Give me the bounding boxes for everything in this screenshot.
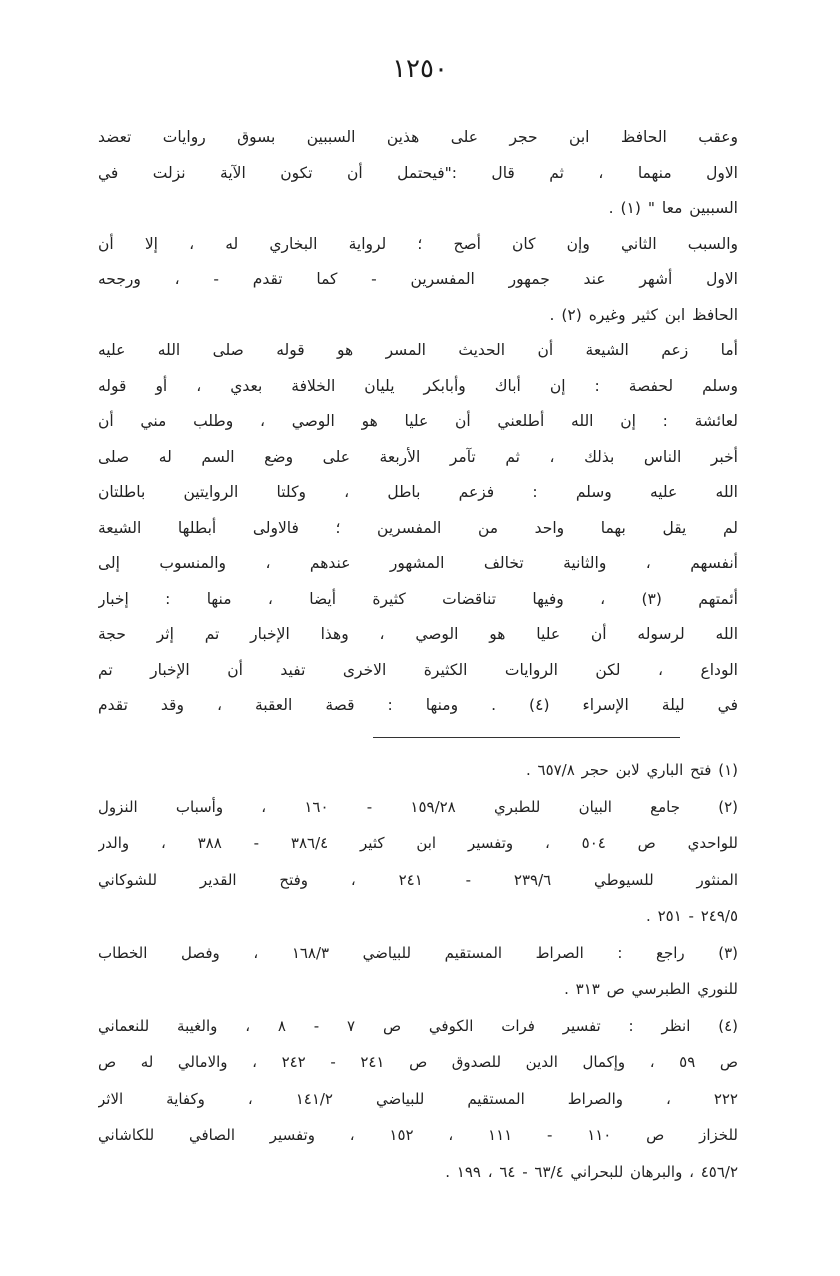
text-line: وعقب الحافظ ابن حجر على هذين السببين بسوق روايات تعضد — [98, 128, 738, 146]
footnote-line: (١) فتح الباري لابن حجر ٦٥٧/٨ . — [525, 761, 738, 779]
text-line: لم يقل بهما واحد من المفسرين ؛ فالاولى أبطلها الشيعة — [98, 518, 738, 537]
text-line: والسبب الثاني وإن كان أصح ؛ لرواية البخاري له ، إلا أن — [98, 234, 738, 253]
footnote-line: للخزاز ص ١١٠ - ١١١ ، ١٥٢ ، وتفسير الصافي للكاشاني — [98, 1126, 738, 1144]
text-line: السببين معا " (١) . — [608, 199, 738, 217]
text-line: أنفسهم ، والثانية تخالف المشهور عندهم ، والمنسوب إلى — [98, 554, 738, 572]
text-line: الله لرسوله أن عليا هو الوصي ، وهذا الإخبار تم إثر حجة — [98, 625, 738, 643]
footnote-line: ص ٥٩ ، وإكمال الدين للصدوق ص ٢٤١ - ٢٤٢ ، والامالي له ص — [98, 1053, 738, 1071]
footnote-line: المنثور للسيوطي ٢٣٩/٦ - ٢٤١ ، وفتح القدير للشوكاني — [98, 870, 738, 889]
footnote-line: (٤) انظر : تفسير فرات الكوفي ص ٧ - ٨ ، والغيبة للنعماني — [98, 1016, 738, 1035]
text-line: لعائشة : إن الله أطلعني أن عليا هو الوصي ، وطلب مني أن — [98, 412, 738, 430]
footnote-line: (٣) راجع : الصراط المستقيم للبياضي ١٦٨/٣ ، وفصل الخطاب — [98, 943, 738, 962]
text-line: أئمتهم (٣) ، وفيها تناقضات كثيرة أيضا ، منها : إخبار — [98, 589, 738, 608]
text-line: الوداع ، لكن الروايات الكثيرة الاخرى تفيد أن الإخبار تم — [98, 660, 738, 679]
text-line: أما زعم الشيعة أن الحديث المسر هو قوله صلى الله عليه — [98, 341, 738, 359]
footnote-line: ٤٥٦/٢ ، والبرهان للبحراني ٦٣/٤ - ٦٤ ، ١٩٩ . — [445, 1162, 738, 1181]
text-line: الاول منهما ، ثم قال :"فيحتمل أن تكون الآية نزلت في — [98, 163, 738, 182]
footnotes — [98, 752, 738, 1190]
text-line: أخبر الناس بذلك ، ثم تآمر الأربعة على وضع السم له صلى — [98, 447, 738, 466]
text-line: وسلم لحفصة : إن أباك وأبابكر يليان الخلافة بعدي ، أو قوله — [98, 376, 738, 395]
footnote-line: للواحدي ص ٥٠٤ ، وتفسير ابن كثير ٣٨٦/٤ - ٣٨٨ ، والدر — [98, 834, 738, 852]
text-line: الاول أشهر عند جمهور المفسرين - كما تقدم - ، ورجحه — [98, 270, 738, 288]
main-text — [98, 120, 738, 724]
footnote-line: ٢٤٩/٥ - ٢٥١ . — [646, 907, 738, 925]
footnote-line: للنوري الطبرسي ص ٣١٣ . — [564, 980, 738, 998]
footnote-line: (٢) جامع البيان للطبري ١٥٩/٢٨ - ١٦٠ ، وأسباب النزول — [98, 797, 738, 816]
footnote-line: ٢٢٢ ، والصراط المستقيم للبياضي ١٤١/٢ ، وكفاية الاثر — [98, 1089, 738, 1108]
footnote-separator — [373, 737, 680, 738]
page-number: ١٢٥٠ — [392, 54, 448, 84]
text-line: الحافظ ابن كثير وغيره (٢) . — [549, 305, 738, 324]
text-line: في ليلة الإسراء (٤) . ومنها : قصة العقبة ، وقد تقدم — [98, 696, 738, 714]
text-line: الله عليه وسلم : فزعم باطل ، وكلتا الروايتين باطلتان — [98, 483, 738, 501]
